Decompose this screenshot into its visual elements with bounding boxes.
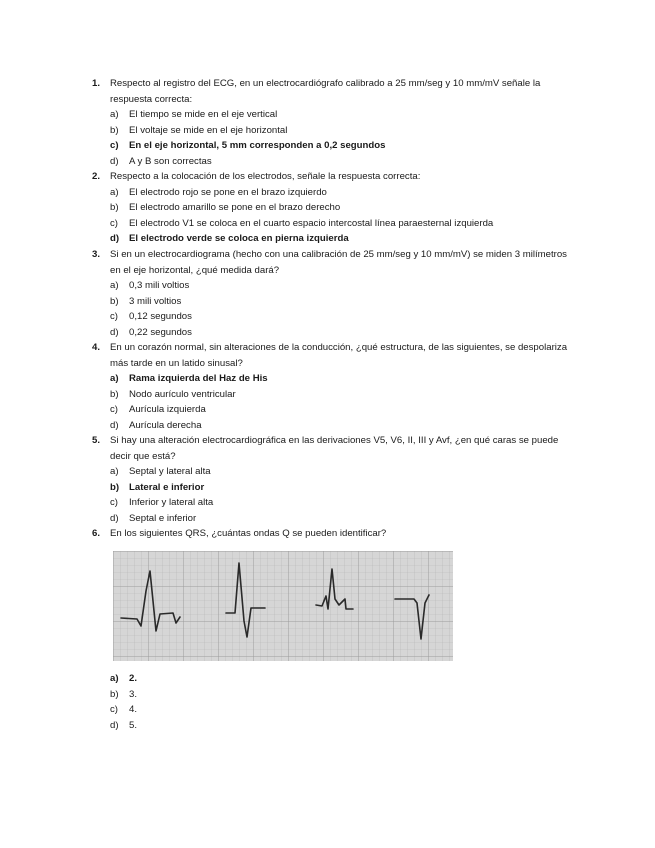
option-letter: a)	[110, 186, 119, 198]
question-number: 3.	[92, 249, 101, 260]
option-text: Inferior y lateral alta	[129, 497, 214, 508]
question-2	[92, 169, 572, 247]
option-b	[110, 387, 572, 403]
option-a	[110, 278, 572, 294]
option-text: El electrodo verde se coloca en pierna izquierda	[129, 233, 349, 244]
option-letter: b)	[110, 295, 119, 307]
option-letter: b)	[110, 124, 119, 136]
option-b	[110, 200, 572, 216]
question-text: Respecto al registro del ECG, en un electrocardiógrafo calibrado a 25 mm/seg y 10 mm/mV señale la respuesta correcta:	[110, 78, 541, 105]
option-b-correct	[110, 480, 572, 496]
option-a	[110, 464, 572, 480]
option-letter: a)	[110, 280, 119, 291]
option-text: Aurícula derecha	[129, 419, 202, 431]
option-letter: b)	[110, 388, 119, 400]
option-a-correct	[110, 371, 572, 387]
option-letter: a)	[110, 109, 119, 120]
option-text: Septal y lateral alta	[129, 466, 211, 477]
option-c	[110, 309, 572, 325]
option-text: El electrodo V1 se coloca en el cuarto espacio intercostal línea paraesternal izquierda	[129, 217, 494, 229]
question-5	[92, 433, 572, 526]
option-d-correct	[110, 231, 572, 247]
option-a	[110, 107, 572, 123]
option-text: Septal e inferior	[129, 512, 197, 524]
question-text: Si en un electrocardiograma (hecho con una calibración de 25 mm/seg y 10 mm/mV) se miden 3 milímetros en el eje horizontal, ¿qué medida dará?	[110, 249, 567, 276]
option-text: 3.	[129, 688, 138, 700]
option-c	[110, 402, 572, 418]
question-6-options	[92, 671, 572, 733]
option-letter: c)	[110, 217, 118, 229]
option-text: 0,12 segundos	[129, 311, 192, 322]
option-letter: c)	[110, 311, 118, 322]
option-letter: c)	[110, 140, 119, 151]
option-text: A y B son correctas	[129, 155, 212, 167]
option-b	[110, 123, 572, 139]
option-c	[110, 216, 572, 232]
option-d	[110, 154, 572, 170]
question-6	[92, 526, 572, 542]
question-4	[92, 340, 572, 433]
option-c	[110, 495, 572, 511]
option-b	[110, 294, 572, 310]
option-letter: d)	[110, 233, 120, 244]
ecg-qrs-complexes-figure	[113, 551, 453, 661]
question-text: En los siguientes QRS, ¿cuántas ondas Q se pueden identificar?	[110, 528, 387, 539]
question-number: 1.	[92, 78, 101, 89]
option-text: 0,22 segundos	[129, 326, 192, 338]
question-text: En un corazón normal, sin alteraciones de la conducción, ¿qué estructura, de las siguientes, se despolariza más tarde en un latido sinusal?	[110, 342, 568, 369]
option-text: El voltaje se mide en el eje horizontal	[129, 124, 288, 136]
option-text: 2.	[129, 673, 138, 684]
option-letter: d)	[110, 719, 119, 731]
option-text: Rama izquierda del Haz de His	[129, 373, 268, 384]
option-letter: a)	[110, 466, 119, 477]
option-letter: b)	[110, 481, 120, 493]
option-text: En el eje horizontal, 5 mm corresponden a 0,2 segundos	[129, 140, 386, 151]
option-a-correct	[110, 671, 572, 687]
option-d	[110, 325, 572, 341]
option-d	[110, 418, 572, 434]
ecg-strip-image	[113, 551, 453, 661]
option-letter: a)	[110, 373, 119, 384]
option-b	[110, 687, 572, 703]
option-text: El electrodo rojo se pone en el brazo izquierdo	[129, 186, 327, 198]
question-3	[92, 247, 572, 340]
option-text: 5.	[129, 719, 138, 731]
option-letter: b)	[110, 688, 119, 700]
option-text: Lateral e inferior	[129, 481, 205, 493]
question-number: 2.	[92, 171, 101, 182]
option-letter: d)	[110, 155, 119, 167]
question-text: Respecto a la colocación de los electrodos, señale la respuesta correcta:	[110, 171, 421, 182]
option-text: Aurícula izquierda	[129, 404, 206, 415]
option-text: 3 mili voltios	[129, 295, 182, 307]
option-letter: d)	[110, 512, 119, 524]
question-number: 4.	[92, 342, 101, 353]
option-c-correct	[110, 138, 572, 154]
question-number: 5.	[92, 435, 101, 446]
option-c	[110, 702, 572, 718]
option-letter: c)	[110, 404, 118, 415]
option-text: El electrodo amarillo se pone en el brazo derecho	[129, 202, 341, 213]
question-1	[92, 76, 572, 169]
option-letter: c)	[110, 497, 118, 508]
option-letter: b)	[110, 202, 119, 213]
option-d	[110, 511, 572, 527]
option-text: 4.	[129, 704, 138, 715]
option-letter: a)	[110, 673, 119, 684]
option-d	[110, 718, 572, 734]
option-letter: d)	[110, 419, 119, 431]
option-text: 0,3 mili voltios	[129, 280, 190, 291]
option-letter: c)	[110, 704, 118, 715]
question-number: 6.	[92, 528, 101, 539]
option-letter: d)	[110, 326, 119, 338]
option-text: El tiempo se mide en el eje vertical	[129, 109, 278, 120]
option-a	[110, 185, 572, 201]
question-text: Si hay una alteración electrocardiográfica en las derivaciones V5, V6, II, III y Avf, ¿en qué caras se puede decir que está?	[110, 435, 559, 462]
option-text: Nodo aurículo ventricular	[129, 388, 236, 400]
